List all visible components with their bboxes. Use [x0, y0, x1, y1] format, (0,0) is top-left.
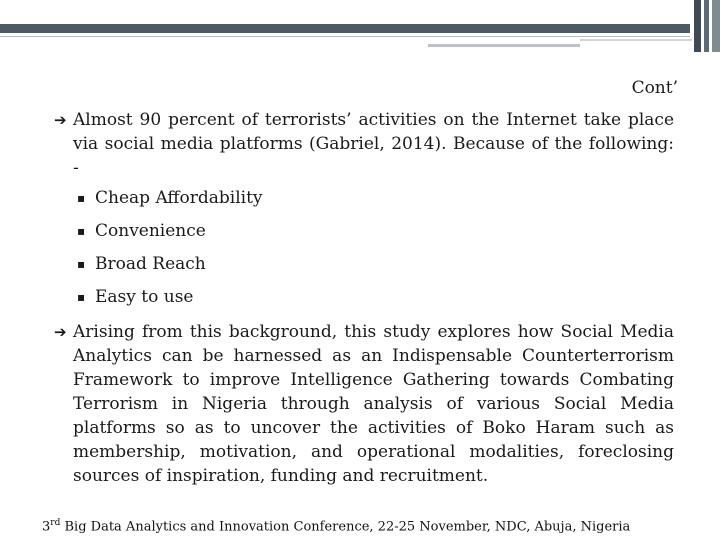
bullet-text: Arising from this background, this study explores how Social Media Analytics can be harnessed as an Indispensable Counterterrorism Framework to improve Intelligence Gathering towards Combating Terrorism in Nigeria through analysis of various Social Media platforms so as to uncover the activities of Boko Haram such as membership, motivation, and operational modalities, foreclosing sources of inspiration, funding and recruitment. [73, 322, 674, 486]
header-short-line [428, 44, 580, 47]
header-thin-line [0, 36, 690, 37]
slide-footer [42, 518, 682, 534]
footer-text: Big Data Analytics and Innovation Conference, 22-25 November, NDC, Abuja, Nigeria [60, 519, 631, 535]
header-dark-bar [0, 24, 690, 33]
slide-title: Cont’ [631, 78, 678, 98]
square-bullet-icon: ▪ [77, 257, 86, 271]
square-bullet-icon: ▪ [77, 290, 86, 304]
bullet-text: Almost 90 percent of terrorists’ activities on the Internet take place via social media platforms (Gabriel, 2014). Because of the following: - [73, 110, 674, 178]
header-accent-line [580, 39, 692, 41]
slide-content [54, 108, 674, 488]
sub-bullet-text: Easy to use [95, 287, 194, 307]
sub-bullet-item [60, 281, 674, 314]
sub-bullet-text: Broad Reach [95, 254, 206, 274]
sub-bullet-item [60, 215, 674, 248]
sub-bullet-item [60, 248, 674, 281]
corner-stripe [694, 0, 701, 52]
bullet-item [54, 320, 674, 488]
bullet-item [54, 108, 674, 180]
sub-bullet-item [60, 182, 674, 215]
corner-stripe [712, 0, 720, 52]
square-bullet-icon: ▪ [77, 224, 86, 238]
footer-number: 3 [42, 519, 51, 535]
header-corner-decoration [692, 0, 720, 52]
corner-stripe [704, 0, 709, 52]
arrow-bullet-icon: ➔ [54, 111, 67, 129]
sub-bullet-text: Convenience [95, 221, 206, 241]
sub-bullet-list [60, 182, 674, 314]
square-bullet-icon: ▪ [77, 191, 86, 205]
header-band [0, 0, 720, 24]
sub-bullet-text: Cheap Affordability [95, 188, 263, 208]
footer-ordinal: rd [50, 518, 61, 528]
arrow-bullet-icon: ➔ [54, 323, 67, 341]
